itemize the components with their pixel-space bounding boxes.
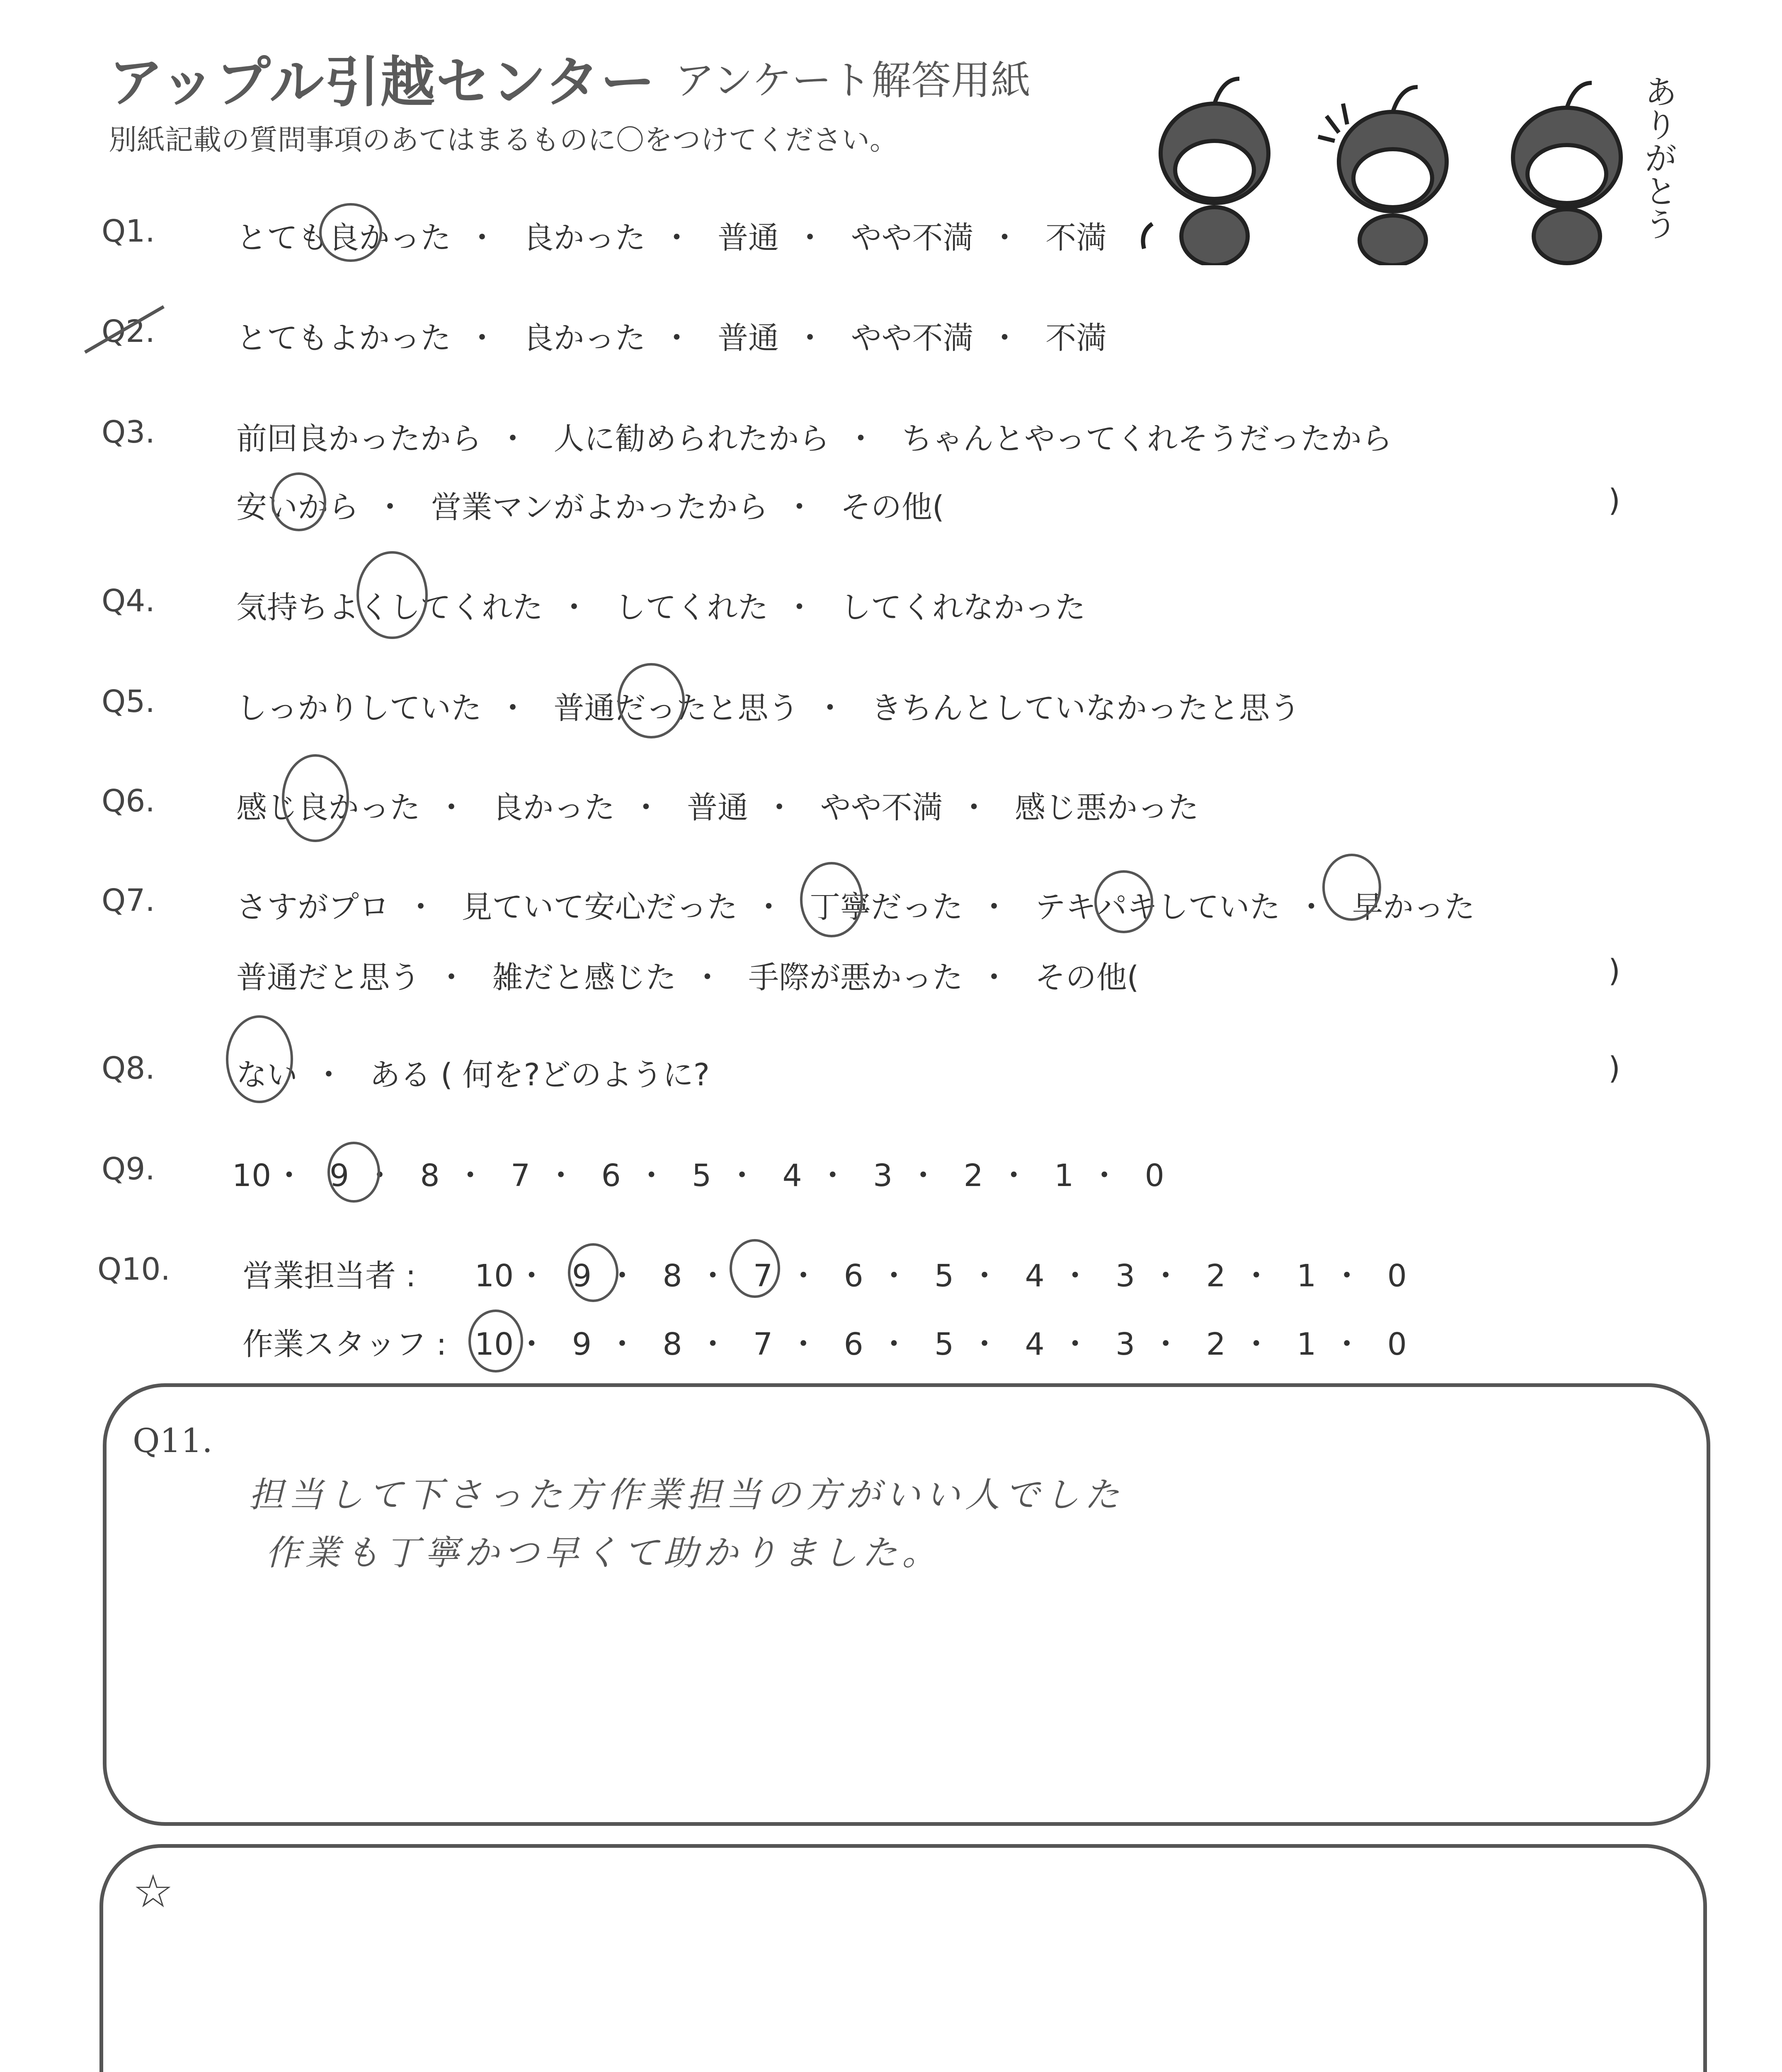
star-notes-box[interactable] bbox=[99, 1844, 1707, 2072]
q10-staff-score[interactable]: 3 bbox=[1115, 1326, 1135, 1362]
q10-staff-score[interactable]: 1 bbox=[1297, 1326, 1316, 1362]
q8-option[interactable]: ある ( 何を?どのように? bbox=[369, 1057, 710, 1093]
q8-option[interactable]: ない bbox=[236, 1057, 298, 1093]
q1-option[interactable]: 良かった bbox=[523, 220, 646, 256]
q4-option[interactable]: してくれた bbox=[615, 590, 769, 625]
q5-option[interactable]: しっかりしていた bbox=[236, 690, 482, 726]
q6-option[interactable]: 感じ悪かった bbox=[1015, 790, 1199, 825]
q8-options: ない ・ ある ( 何を?どのように? bbox=[236, 1051, 710, 1094]
q9-score[interactable]: 9 bbox=[329, 1158, 349, 1193]
q9-score[interactable]: 10 bbox=[232, 1158, 272, 1193]
mascot-thanks-text: ありがとう bbox=[1639, 75, 1678, 240]
q2-skip-slash-mark bbox=[81, 298, 168, 356]
q6-option[interactable]: やや不満 bbox=[820, 790, 943, 825]
q11-label: Q11. bbox=[133, 1421, 213, 1460]
q1-label: Q1. bbox=[102, 213, 155, 249]
q7-label: Q7. bbox=[102, 883, 155, 918]
q4-option[interactable]: 気持ちよくしてくれた bbox=[236, 590, 543, 625]
q8-close-paren: ) bbox=[1608, 1051, 1620, 1086]
q10-sales-score[interactable]: 8 bbox=[662, 1258, 682, 1294]
q9-score[interactable]: 8 bbox=[420, 1158, 440, 1193]
q4-label: Q4. bbox=[102, 583, 155, 619]
q10-sales-score[interactable]: 6 bbox=[844, 1258, 863, 1294]
q11-comment-box[interactable] bbox=[103, 1383, 1710, 1826]
q7-close-paren: ) bbox=[1608, 953, 1620, 989]
monkey-mascot-left bbox=[1143, 79, 1269, 265]
q9-score[interactable]: 7 bbox=[511, 1158, 531, 1193]
q2-option[interactable]: 良かった bbox=[523, 320, 646, 356]
q11-handwritten-comment-line2: 作業も丁寧かつ早くて助かりました。 bbox=[265, 1532, 942, 1573]
q5-label: Q5. bbox=[102, 684, 155, 719]
q10-staff-score[interactable]: 8 bbox=[662, 1326, 682, 1362]
form-title: アップル引越センター bbox=[109, 51, 656, 114]
q10-sales-score[interactable]: 7 bbox=[753, 1258, 773, 1294]
q7-options-line1: さすがプロ ・ 見ていて安心だった ・ 丁寧だった ・ テキパキしていた ・ 早かった bbox=[236, 883, 1475, 927]
q7-option[interactable]: その他( bbox=[1035, 960, 1139, 995]
q6-options: 感じ良かった ・ 良かった ・ 普通 ・ やや不満 ・ 感じ悪かった bbox=[236, 783, 1199, 827]
q10-label: Q10. bbox=[97, 1251, 170, 1287]
q7-option[interactable]: 見ていて安心だった bbox=[461, 889, 738, 925]
q10-staff-scale: 10・ 9 ・ 8 ・ 7 ・ 6 ・ 5 ・ 4 ・ 3 ・ 2 ・ 1 ・ 0 bbox=[475, 1320, 1413, 1364]
q10-sales-answer-mark bbox=[568, 1243, 618, 1302]
q10-staff-score[interactable]: 6 bbox=[844, 1326, 863, 1362]
q9-scale: 10・ 9 ・ 8 ・ 7 ・ 6 ・ 5 ・ 4 ・ 3 ・ 2 ・ 1 ・ 0 bbox=[232, 1151, 1171, 1195]
q10-staff-score[interactable]: 9 bbox=[572, 1326, 592, 1362]
q6-option[interactable]: 感じ良かった bbox=[236, 790, 420, 825]
q1-option[interactable]: 普通 bbox=[718, 220, 779, 256]
q10-staff-score[interactable]: 7 bbox=[753, 1326, 773, 1362]
q9-score[interactable]: 2 bbox=[963, 1158, 983, 1193]
q6-option[interactable]: 普通 bbox=[687, 790, 749, 825]
q10-sales-scale: 10・ 9 ・ 8 ・ 7 ・ 6 ・ 5 ・ 4 ・ 3 ・ 2 ・ 1 ・ 0 bbox=[475, 1251, 1413, 1295]
q9-score[interactable]: 4 bbox=[782, 1158, 802, 1193]
monkey-mascots-illustration bbox=[1119, 50, 1700, 265]
q7-option[interactable]: 普通だと思う bbox=[236, 960, 420, 995]
q9-score[interactable]: 5 bbox=[692, 1158, 712, 1193]
q7-options-line2: 普通だと思う ・ 雑だと感じた ・ 手際が悪かった ・ その他( bbox=[236, 953, 1139, 997]
q1-options: とても良かった ・ 良かった ・ 普通 ・ やや不満 ・ 不満 bbox=[236, 213, 1107, 257]
q3-option[interactable]: ちゃんとやってくれそうだったから bbox=[902, 421, 1393, 457]
q11-handwritten-comment-line1: 担当して下さった方作業担当の方がいい人でした bbox=[249, 1474, 1125, 1515]
q7-answer-mark bbox=[800, 862, 863, 937]
q3-options-line1: 前回良かったから ・ 人に勧められたから ・ ちゃんとやってくれそうだったから bbox=[236, 414, 1392, 458]
q1-answer-mark bbox=[319, 203, 382, 262]
q7-option[interactable]: 丁寧だった bbox=[810, 889, 963, 925]
q10-sales-score[interactable]: 9 bbox=[572, 1258, 592, 1294]
q9-score[interactable]: 3 bbox=[873, 1158, 893, 1193]
q10-sales-score[interactable]: 4 bbox=[1025, 1258, 1045, 1294]
q2-option[interactable]: 普通 bbox=[718, 320, 779, 356]
q10-sales-score[interactable]: 2 bbox=[1206, 1258, 1226, 1294]
q8-label: Q8. bbox=[102, 1051, 155, 1086]
instruction-text: 別紙記載の質問事項のあてはまるものに〇をつけてください。 bbox=[109, 124, 898, 157]
q10-sales-answer-mark bbox=[730, 1239, 780, 1298]
q7-option[interactable]: テキパキしていた bbox=[1035, 889, 1280, 925]
q10-staff-score[interactable]: 2 bbox=[1206, 1326, 1226, 1362]
q1-option[interactable]: 不満 bbox=[1045, 220, 1107, 256]
q3-answer-mark bbox=[272, 472, 326, 531]
q7-answer-mark bbox=[1094, 870, 1153, 933]
q9-score[interactable]: 0 bbox=[1144, 1158, 1164, 1193]
q7-answer-mark bbox=[1322, 854, 1381, 921]
q10-staff-score[interactable]: 4 bbox=[1025, 1326, 1045, 1362]
monkey-mascot-right bbox=[1513, 83, 1621, 263]
q7-option[interactable]: 早かった bbox=[1352, 889, 1475, 925]
q5-option[interactable]: きちんとしていなかったと思う bbox=[871, 690, 1301, 726]
q7-option[interactable]: 雑だと感じた bbox=[492, 960, 676, 995]
q3-option[interactable]: 前回良かったから bbox=[236, 421, 482, 457]
q2-option[interactable]: とてもよかった bbox=[236, 320, 451, 356]
form-subtitle: アンケート解答用紙 bbox=[675, 57, 1031, 104]
q5-answer-mark bbox=[618, 663, 685, 738]
q9-score[interactable]: 1 bbox=[1054, 1158, 1074, 1193]
q2-option[interactable]: 不満 bbox=[1045, 320, 1107, 356]
q10-staff-answer-mark bbox=[468, 1310, 523, 1372]
q5-option[interactable]: 普通だったと思う bbox=[553, 690, 799, 726]
q6-option[interactable]: 良かった bbox=[492, 790, 615, 825]
q9-score[interactable]: 6 bbox=[601, 1158, 621, 1193]
star-icon: ☆ bbox=[133, 1865, 174, 1918]
q1-option[interactable]: とても良かった bbox=[236, 220, 451, 256]
q8-answer-mark bbox=[226, 1015, 293, 1103]
q2-option[interactable]: やや不満 bbox=[851, 320, 974, 356]
q10-sales-score[interactable]: 10 bbox=[475, 1258, 514, 1294]
q10-staff-score[interactable]: 5 bbox=[934, 1326, 954, 1362]
q7-option[interactable]: 手際が悪かった bbox=[748, 960, 963, 995]
q4-option[interactable]: してくれなかった bbox=[840, 590, 1086, 625]
q9-label: Q9. bbox=[102, 1151, 155, 1187]
q6-label: Q6. bbox=[102, 783, 155, 819]
q10-sales-score[interactable]: 1 bbox=[1297, 1258, 1316, 1294]
q3-option[interactable]: 営業マンがよかったから bbox=[431, 489, 769, 525]
q10-staff-score[interactable]: 0 bbox=[1387, 1326, 1407, 1362]
q10-sales-label: 営業担当者 : bbox=[242, 1258, 416, 1294]
q10-sales-score[interactable]: 3 bbox=[1115, 1258, 1135, 1294]
q4-answer-mark bbox=[356, 551, 428, 639]
q4-options: 気持ちよくしてくれた ・ してくれた ・ してくれなかった bbox=[236, 583, 1086, 627]
q5-options: しっかりしていた ・ 普通だったと思う ・ きちんとしていなかったと思う bbox=[236, 684, 1300, 728]
q3-close-paren: ) bbox=[1608, 483, 1620, 518]
q1-option[interactable]: やや不満 bbox=[851, 220, 974, 256]
q6-answer-mark bbox=[282, 754, 349, 842]
monkey-mascot-center bbox=[1318, 87, 1447, 265]
q10-sales-score[interactable]: 5 bbox=[934, 1258, 954, 1294]
q10-staff-label: 作業スタッフ : bbox=[242, 1326, 447, 1362]
q7-option[interactable]: さすがプロ bbox=[236, 889, 390, 925]
q3-option[interactable]: その他( bbox=[840, 489, 944, 525]
q2-label: Q2. bbox=[102, 314, 155, 349]
q3-option[interactable]: 安いから bbox=[236, 489, 359, 525]
q2-options: とてもよかった ・ 良かった ・ 普通 ・ やや不満 ・ 不満 bbox=[236, 314, 1107, 358]
q3-option[interactable]: 人に勧められたから bbox=[553, 421, 830, 457]
q10-sales-score[interactable]: 0 bbox=[1387, 1258, 1407, 1294]
q3-options-line2: 安いから ・ 営業マンがよかったから ・ その他( bbox=[236, 483, 944, 527]
q3-label: Q3. bbox=[102, 414, 155, 450]
q10-staff-score[interactable]: 10 bbox=[475, 1326, 514, 1362]
q9-answer-mark bbox=[327, 1142, 380, 1203]
